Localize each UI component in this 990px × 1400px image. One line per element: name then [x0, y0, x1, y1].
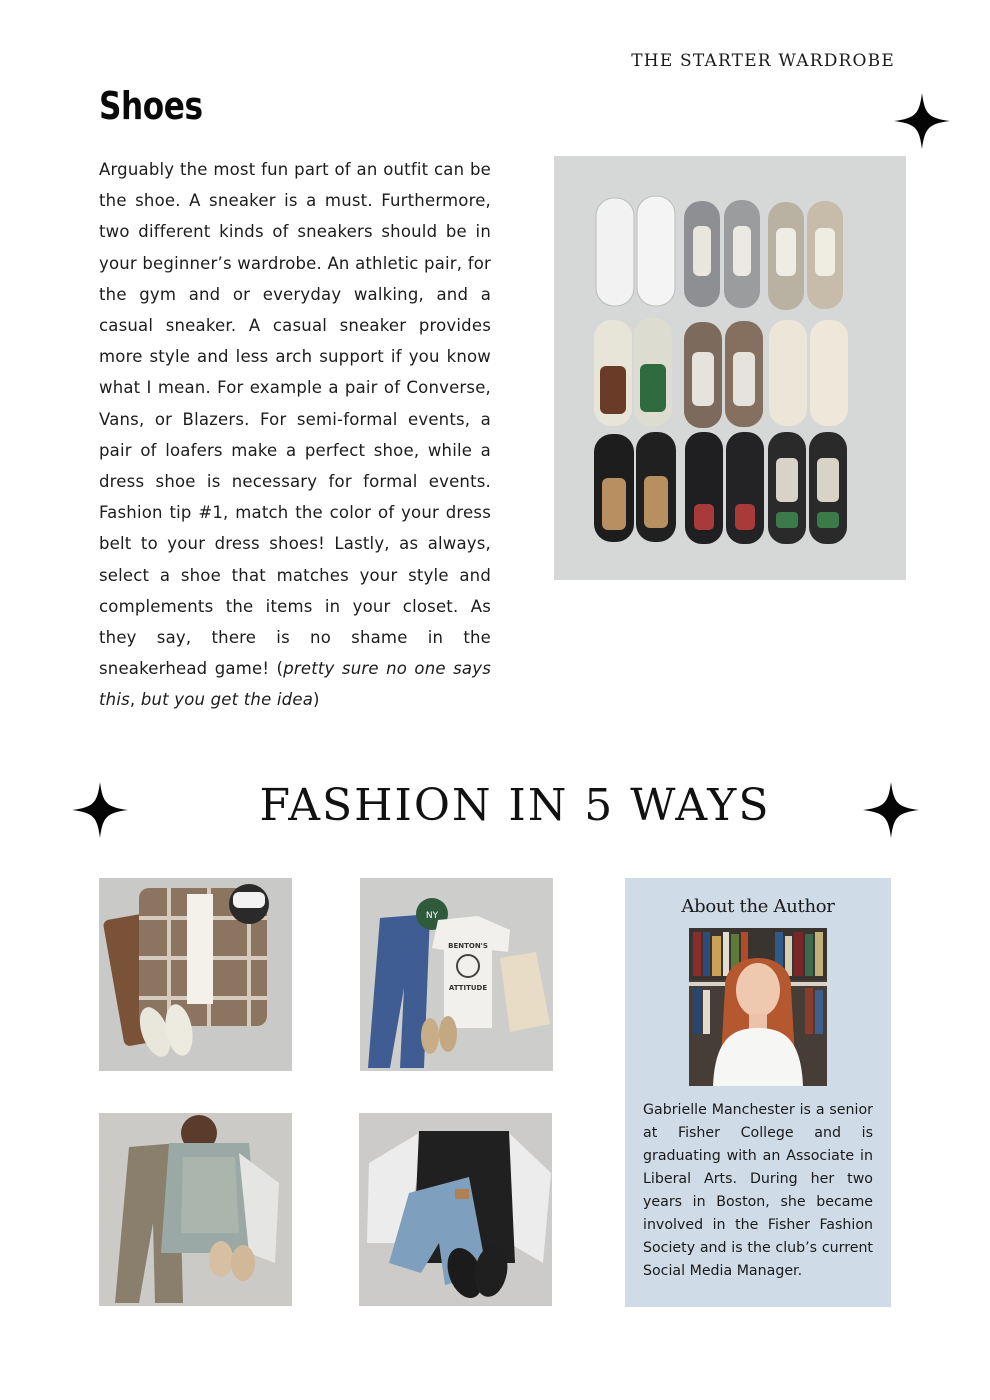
shoes-body-comma: ,	[129, 690, 141, 710]
about-title: About the Author	[681, 896, 835, 917]
shoes-body-main: Arguably the most fun part of an outfit can be the shoe. A sneaker is a must. Furthermore, two different kinds of sneakers should be in your beginner’s wardrobe. An athletic pair, for the gym and or everyday walking, and a casual sneaker. A casual sneaker provides more style and less arch support if you know what I mean. For example a pair of Converse, Vans, or Blazers. For semi-formal events, a pair of loafers make a perfect shoe, while a dress shoe is necessary for formal events. Fashion tip #1, match the color of your dress belt to your dress shoes! Lastly, as always, select a shoe that matches your style and complements the items in your closet. As they say, there is no shame in the sneakerhead game! (	[99, 160, 491, 679]
shirt-graphic-top: BENTON'S	[448, 942, 488, 950]
hat-tag: NY	[425, 911, 439, 921]
shoes-body-italic: pretty sure no one says this	[99, 659, 491, 710]
outfit-photo-hoodie-vest	[99, 1113, 292, 1306]
shoes-body-text	[99, 154, 491, 716]
shoes-body-end: )	[313, 690, 320, 710]
outfit-photo-denim-vest	[359, 1113, 552, 1306]
shirt-graphic-bottom: ATTITUDE	[448, 984, 488, 992]
fashion-in-5-ways-title: FASHION IN 5 WAYS	[259, 780, 771, 831]
header-label: THE STARTER WARDROBE	[631, 51, 895, 71]
sneakers-grid-photo	[554, 156, 906, 580]
sparkle-star-icon	[894, 93, 950, 149]
author-portrait-photo	[689, 928, 827, 1086]
about-the-author-box	[625, 878, 891, 1307]
section-title-shoes: Shoes	[99, 84, 203, 128]
outfit-photo-graphic-tee	[360, 878, 553, 1071]
sparkle-star-icon	[863, 782, 919, 838]
about-author-bio: Gabrielle Manchester is a senior at Fisher College and is graduating with an Associate in Liberal Arts. During her two years in Boston, she became involved in the Fisher Fashion Society and is the club’s current Social Media Manager.	[643, 1102, 873, 1279]
shoes-body-italic-2: but you get the idea	[140, 690, 314, 710]
outfit-photo-plaid-shirt	[99, 878, 292, 1071]
